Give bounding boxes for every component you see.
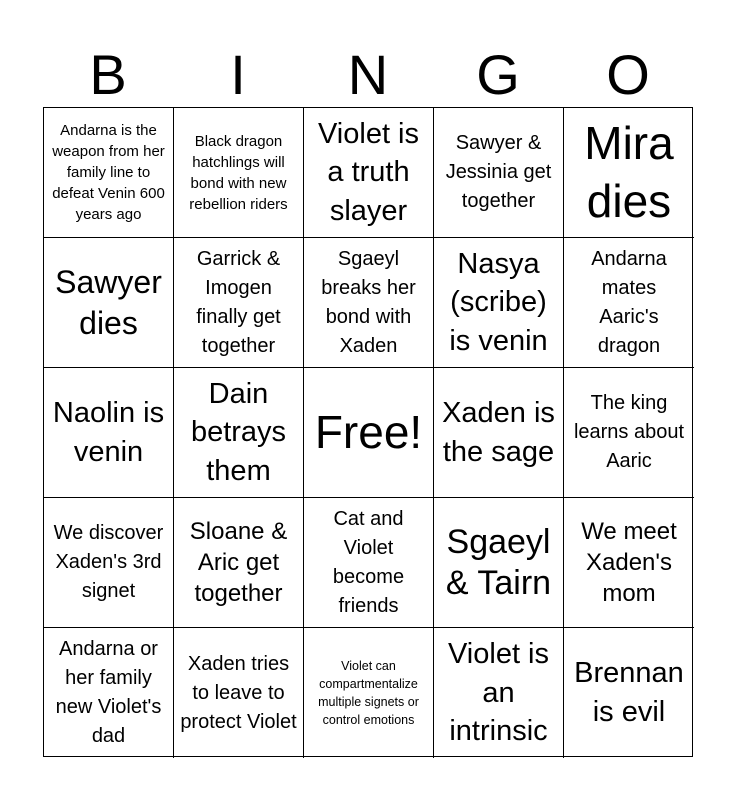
bingo-cell[interactable]: Brennan is evil — [574, 657, 684, 728]
bingo-cell[interactable]: Cat and Violet become friends — [304, 498, 434, 628]
bingo-cell[interactable]: Nasya (scribe) is venin — [434, 238, 564, 368]
header-letter-o: O — [606, 43, 650, 106]
bingo-cell[interactable]: Sgaeyl & Tairn — [434, 498, 564, 628]
bingo-cell[interactable]: Andarna is the weapon from her family line to defeat Venin 600 years ago — [44, 108, 174, 238]
bingo-cell[interactable]: Violet is an intrinsic — [434, 628, 564, 758]
bingo-cell[interactable]: Sgaeyl breaks her bond with Xaden — [304, 238, 434, 368]
bingo-cell[interactable]: We meet Xaden's mom — [564, 498, 694, 628]
bingo-cell[interactable]: Andarna or her family new Violet's dad — [44, 628, 174, 758]
bingo-cell[interactable]: Black dragon hatchlings will bond with new rebellion riders — [174, 108, 304, 238]
bingo-cell[interactable]: Violet is a truth slayer — [304, 108, 434, 238]
bingo-cell[interactable]: We discover Xaden's 3rd signet — [44, 498, 174, 628]
bingo-cell[interactable]: Andarna mates Aaric's dragon — [564, 238, 694, 368]
header-letter-n: N — [347, 43, 389, 106]
bingo-cell[interactable]: Sawyer dies — [44, 238, 174, 368]
header-letter-i: I — [230, 43, 246, 106]
bingo-cell[interactable]: Violet can compartmentalize multiple signets or control emotions — [304, 628, 434, 758]
bingo-cell[interactable]: Dain betrays them — [174, 368, 304, 498]
bingo-cell[interactable]: Sawyer & Jessinia get together — [434, 108, 564, 238]
header-letter-b: B — [89, 43, 127, 106]
bingo-header — [43, 42, 693, 108]
bingo-cell[interactable]: Mira dies — [564, 108, 694, 238]
bingo-cell[interactable]: Xaden is the sage — [434, 368, 564, 498]
bingo-cell[interactable]: Garrick & Imogen finally get together — [174, 238, 304, 368]
header-letter-g: G — [476, 43, 520, 106]
bingo-cell[interactable]: Naolin is venin — [44, 368, 174, 498]
bingo-board — [43, 107, 693, 757]
bingo-cell[interactable]: The king learns about Aaric — [564, 368, 694, 498]
bingo-cell-free[interactable]: Free! — [304, 368, 434, 498]
bingo-cell[interactable]: Sloane & Aric get together — [174, 498, 304, 628]
bingo-cell[interactable]: Xaden tries to leave to protect Violet — [174, 628, 304, 758]
